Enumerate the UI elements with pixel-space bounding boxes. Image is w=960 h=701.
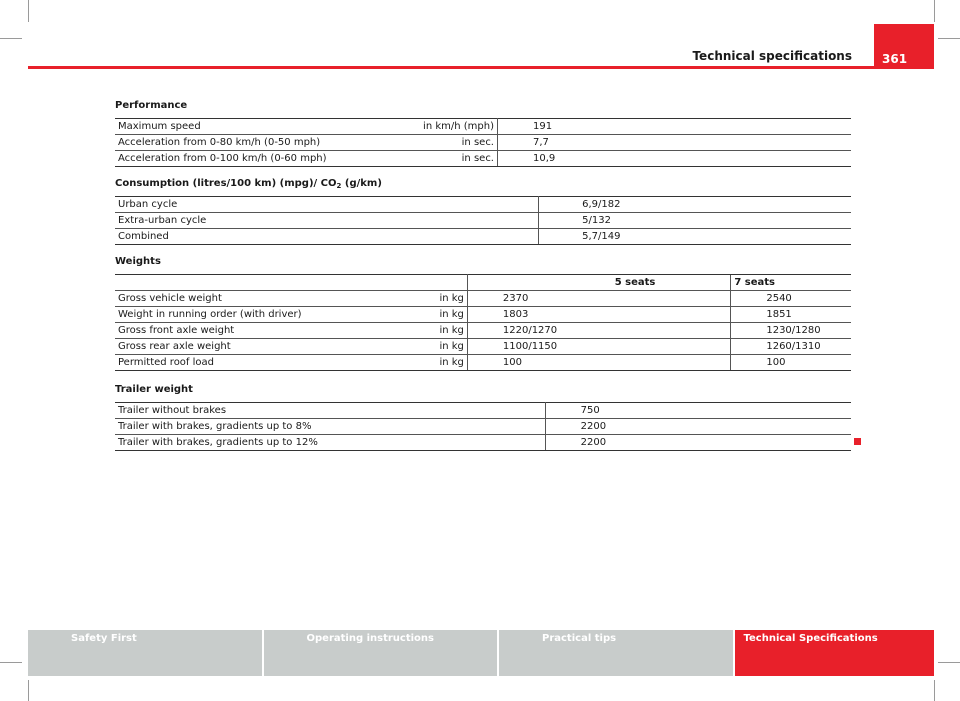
heading-text: Consumption (litres/100 km) (mpg)/ CO: [115, 178, 337, 189]
row-unit: in kg: [398, 307, 468, 323]
row-value-7-seats: 1260/1310: [731, 339, 851, 355]
row-value-7-seats: 1230/1280: [731, 323, 851, 339]
row-label: Gross vehicle weight: [115, 291, 398, 307]
row-unit: in kg: [398, 291, 468, 307]
crop-mark: [934, 0, 935, 22]
row-value: 5/132: [539, 213, 851, 229]
row-unit: in kg: [398, 323, 468, 339]
heading-text: (g/km): [341, 178, 382, 189]
row-value: 2200: [545, 435, 851, 451]
column-header-7-seats: 7 seats: [731, 275, 851, 291]
footer-nav: [28, 630, 934, 676]
weights-table: [115, 274, 851, 371]
table-row: [115, 119, 851, 135]
section-end-marker: [854, 438, 861, 445]
crop-mark: [0, 38, 22, 39]
page-title: Technical specifications: [692, 49, 852, 63]
row-unit: in sec.: [419, 151, 498, 167]
section-heading-performance: Performance: [115, 100, 188, 111]
page-number: 361: [874, 24, 934, 66]
table-row: [115, 135, 851, 151]
row-unit: in km/h (mph): [419, 119, 498, 135]
row-unit: in sec.: [419, 135, 498, 151]
row-label: Trailer with brakes, gradients up to 12%: [115, 435, 545, 451]
row-value-5-seats: 1100/1150: [467, 339, 730, 355]
table-row: [115, 229, 851, 245]
row-label: Gross rear axle weight: [115, 339, 398, 355]
table-header-row: [115, 275, 851, 291]
row-unit: in kg: [398, 355, 468, 371]
row-value: 7,7: [498, 135, 852, 151]
row-value: 191: [498, 119, 852, 135]
consumption-table: [115, 196, 851, 245]
section-heading-weights: Weights: [115, 256, 161, 267]
crop-mark: [938, 662, 960, 663]
table-row: [115, 151, 851, 167]
section-heading-trailer: Trailer weight: [115, 384, 193, 395]
row-label: Extra-urban cycle: [115, 213, 539, 229]
table-row: [115, 419, 851, 435]
table-row: [115, 355, 851, 371]
trailer-table: [115, 402, 851, 451]
section-heading-consumption: [115, 178, 382, 190]
footer-tab-operating-instructions[interactable]: Operating instructions: [264, 630, 500, 676]
row-label: Weight in running order (with driver): [115, 307, 398, 323]
table-row: [115, 197, 851, 213]
row-label: Acceleration from 0-100 km/h (0-60 mph): [115, 151, 419, 167]
row-label: Maximum speed: [115, 119, 419, 135]
table-row: [115, 323, 851, 339]
row-unit: in kg: [398, 339, 468, 355]
row-label: Urban cycle: [115, 197, 539, 213]
heading-subscript: 2: [336, 182, 342, 190]
row-value-7-seats: 100: [731, 355, 851, 371]
row-value: 750: [545, 403, 851, 419]
row-value-5-seats: 100: [467, 355, 730, 371]
row-label: Combined: [115, 229, 539, 245]
footer-tab-practical-tips[interactable]: Practical tips: [499, 630, 735, 676]
row-label: Permitted roof load: [115, 355, 398, 371]
crop-mark: [938, 38, 960, 39]
footer-tab-technical-specifications[interactable]: Technical Specifications: [735, 630, 935, 676]
row-value-5-seats: 1803: [467, 307, 730, 323]
row-label: Acceleration from 0-80 km/h (0-50 mph): [115, 135, 419, 151]
row-value: 6,9/182: [539, 197, 851, 213]
crop-mark: [28, 0, 29, 22]
row-label: Gross front axle weight: [115, 323, 398, 339]
table-row: [115, 339, 851, 355]
row-value-7-seats: 1851: [731, 307, 851, 323]
footer-tab-safety-first[interactable]: Safety First: [28, 630, 264, 676]
column-header-5-seats: 5 seats: [467, 275, 730, 291]
row-value-7-seats: 2540: [731, 291, 851, 307]
row-value: 2200: [545, 419, 851, 435]
crop-mark: [934, 680, 935, 701]
header-rule: [28, 66, 934, 69]
table-row: [115, 213, 851, 229]
performance-table: [115, 118, 851, 167]
table-row: [115, 403, 851, 419]
row-label: Trailer with brakes, gradients up to 8%: [115, 419, 545, 435]
row-label: Trailer without brakes: [115, 403, 545, 419]
table-row: [115, 435, 851, 451]
table-row: [115, 291, 851, 307]
row-value-5-seats: 1220/1270: [467, 323, 730, 339]
crop-mark: [0, 662, 22, 663]
row-value: 10,9: [498, 151, 852, 167]
table-row: [115, 307, 851, 323]
row-value: 5,7/149: [539, 229, 851, 245]
row-value-5-seats: 2370: [467, 291, 730, 307]
crop-mark: [28, 680, 29, 701]
